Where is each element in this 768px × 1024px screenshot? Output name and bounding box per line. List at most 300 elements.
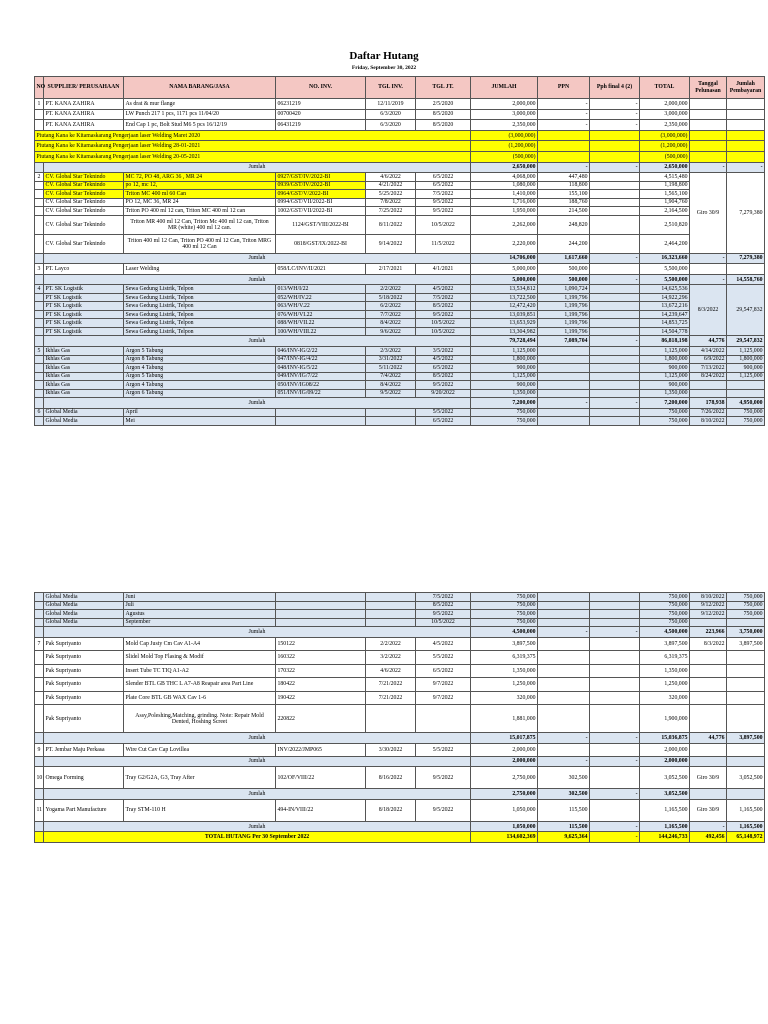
col-inv: NO. INV. (276, 77, 366, 99)
total-cell: 1,250,000 (640, 678, 690, 692)
pembayaran-cell: 1,165,500 (727, 799, 765, 821)
row-no (35, 651, 44, 665)
total-cell: 2,350,000 (640, 120, 690, 131)
total-cell: 1,125,000 (640, 347, 690, 356)
supplier-cell: CV. Global Star Teknindo (44, 234, 124, 253)
sum-pph: - (590, 253, 640, 264)
table-header-row (35, 77, 765, 99)
pembayaran-cell (727, 664, 765, 678)
tgl-jt-cell: 8/5/2020 (416, 120, 471, 131)
row-no: 4 (35, 285, 44, 294)
ppn-cell: 1,199,796 (538, 319, 590, 328)
tgl-jt-cell: 10/5/2022 (416, 319, 471, 328)
grand-total-row (35, 832, 765, 843)
pelunasan-cell: 6/9/2022 (690, 355, 727, 364)
item-cell: End Cap 1 pc, Bolt Stud M6 5 pcs 16/12/19 (124, 120, 276, 131)
table-row (35, 593, 765, 602)
inv-cell: 058/LC/INV/II/2021 (276, 264, 366, 275)
sum-pph: - (590, 162, 640, 173)
tgl-jt-cell: 2/5/2020 (416, 99, 471, 110)
sum-total: 4,500,000 (640, 627, 690, 638)
sum-pembayaran (727, 789, 765, 800)
jumlah-cell: 1,050,000 (471, 799, 538, 821)
sum-label: Jumlah (44, 756, 471, 767)
supplier-cell: PT SK Logistik (44, 310, 124, 319)
table-cell (590, 355, 640, 364)
inv-cell: 06231219 (276, 99, 366, 110)
ppn-cell: 115,500 (538, 799, 590, 821)
pembayaran-cell: 1,125,000 (727, 347, 765, 356)
col-pph: Pph final 4 (2) (590, 77, 640, 99)
row-no (35, 207, 44, 216)
pembayaran-cell: 900,000 (727, 364, 765, 373)
sum-label: Jumlah (44, 162, 471, 173)
item-cell: Juli (124, 601, 276, 610)
total-cell: 1,904,760 (640, 198, 690, 207)
table-cell (590, 372, 640, 381)
table-cell (590, 691, 640, 705)
table-cell (590, 285, 640, 294)
table-row (35, 417, 765, 426)
grand-pph: - (590, 832, 640, 843)
ppn-cell: 214,500 (538, 207, 590, 216)
item-cell: Triton PO 400 ml 12 can, Triton MC 400 ml 12 can (124, 207, 276, 216)
sum-jumlah: 79,728,494 (471, 336, 538, 347)
row-no (35, 355, 44, 364)
sum-ppn: 500,000 (538, 274, 590, 285)
subtotal-row (35, 398, 765, 409)
table-cell (366, 408, 416, 417)
subtotal-row (35, 627, 765, 638)
supplier-cell: PT. KANA ZAHIRA (44, 109, 124, 120)
inv-cell: 0964/GST/V/2022-BI (276, 190, 366, 199)
inv-cell: 046/INV-IG/2/22 (276, 347, 366, 356)
item-cell: Agustus (124, 610, 276, 619)
tgl-jt-cell: 11/5/2022 (416, 234, 471, 253)
ppn-cell: - (538, 99, 590, 110)
col-ppn: PPN (538, 77, 590, 99)
inv-cell: 051/INV/IG/09/22 (276, 389, 366, 398)
sum-pph: - (590, 627, 640, 638)
inv-cell: 013/WH/I/22 (276, 285, 366, 294)
table-cell (538, 678, 590, 692)
table-cell (727, 99, 765, 110)
sum-pph: - (590, 274, 640, 285)
table-row (35, 618, 765, 627)
item-cell: Sewa Gedung Listrik, Telpon (124, 285, 276, 294)
table-cell (538, 664, 590, 678)
sum-pembayaran: 1,165,500 (727, 821, 765, 832)
pelunasan-cell (690, 381, 727, 390)
sum-jumlah: 2,000,000 (471, 756, 538, 767)
jumlah-cell: 1,080,000 (471, 181, 538, 190)
pph-cell (590, 198, 640, 207)
table-cell (727, 109, 765, 120)
jumlah-cell: 13,039,851 (471, 310, 538, 319)
pph-cell (590, 181, 640, 190)
pembayaran-cell (727, 705, 765, 733)
table-cell (276, 593, 366, 602)
sum-pph: - (590, 821, 640, 832)
sum-jumlah: 14,706,000 (471, 253, 538, 264)
table-cell (590, 618, 640, 627)
jumlah-cell: 1,350,000 (471, 389, 538, 398)
supplier-cell: Pak Supriyanto (44, 664, 124, 678)
table-cell (727, 141, 765, 152)
supplier-cell: Global Media (44, 408, 124, 417)
table-cell (590, 651, 640, 665)
col-jumlah-pembayaran: Jumlah Pembayaran (727, 77, 765, 99)
table-cell (366, 601, 416, 610)
piutang-row (35, 141, 765, 152)
tgl-jt-cell: 6/5/2022 (416, 664, 471, 678)
table-cell (590, 743, 640, 756)
row-no: 11 (35, 799, 44, 821)
sum-total: 86,818,198 (640, 336, 690, 347)
col-tgl-inv: TGL INV. (366, 77, 416, 99)
item-cell: Triton MR 400 ml 12 Can, Triton Mc 400 ml 12 can, Triton MR (white) 400 ml 12 can. (124, 215, 276, 234)
sum-ppn: 1,617,660 (538, 253, 590, 264)
supplier-cell: Ikhlas Gas (44, 389, 124, 398)
subtotal-row (35, 756, 765, 767)
inv-cell: 049/INV/IG/7/22 (276, 372, 366, 381)
piutang-note: Piutang Kana ke Kitamaskarang Pengerjaan laser Welding Maret 2020 (35, 130, 471, 141)
sum-pph: - (590, 756, 640, 767)
pelunasan-cell (690, 691, 727, 705)
table-cell (690, 151, 727, 162)
tgl-jt-cell: 9/5/2022 (416, 381, 471, 390)
sum-label: Jumlah (44, 398, 471, 409)
grand-total: 144,246,733 (640, 832, 690, 843)
sum-pembayaran: 3,750,000 (727, 627, 765, 638)
col-item: NAMA BARANG/JASA (124, 77, 276, 99)
table-row (35, 173, 765, 182)
tgl-jt-cell: 5/5/2022 (416, 651, 471, 665)
tgl-jt-cell: 8/5/2020 (416, 109, 471, 120)
table-cell (538, 651, 590, 665)
tgl-inv-cell: 8/18/2022 (366, 799, 416, 821)
row-no: 7 (35, 637, 44, 651)
inv-cell: 076/WH/VI.22 (276, 310, 366, 319)
tgl-inv-cell: 5/11/2022 (366, 364, 416, 373)
item-cell: Triton MC 400 ml 60 Can (124, 190, 276, 199)
piutang-note: Piutang Kana ke Kitamaskarang Pengerjaan laser Welding 20-05-2021 (35, 151, 471, 162)
tgl-jt-cell: 4/5/2022 (416, 355, 471, 364)
table-cell (690, 141, 727, 152)
tgl-inv-cell: 5/25/2022 (366, 190, 416, 199)
sum-pembayaran: 7,279,380 (727, 253, 765, 264)
total-cell: 2,510,820 (640, 215, 690, 234)
pph-cell (590, 215, 640, 234)
grand-ppn: 9,625,364 (538, 832, 590, 843)
tgl-inv-cell: 3/31/2022 (366, 355, 416, 364)
tgl-jt-cell: 6/5/2022 (416, 173, 471, 182)
page-title: Daftar Hutang (349, 50, 419, 62)
pelunasan-cell: 8/24/2022 (690, 372, 727, 381)
table-row (35, 181, 765, 190)
table-cell (538, 417, 590, 426)
item-cell: Slidel Mold Top Flasing & Modif (124, 651, 276, 665)
sum-total: 7,200,000 (640, 398, 690, 409)
item-cell: Argon 8 Tabung (124, 355, 276, 364)
table-cell (590, 637, 640, 651)
tgl-inv-cell: 2/2/2022 (366, 285, 416, 294)
row-no: 10 (35, 767, 44, 789)
total-cell: (3,000,000) (640, 130, 690, 141)
inv-cell: 190422 (276, 691, 366, 705)
pembayaran-cell (727, 389, 765, 398)
sum-jumlah: 7,200,000 (471, 398, 538, 409)
jumlah-cell: 750,000 (471, 417, 538, 426)
tgl-inv-cell: 6/3/2020 (366, 109, 416, 120)
row-no (35, 417, 44, 426)
row-no (35, 691, 44, 705)
item-cell: Mold Cap Justy Cm Cav A1-A4 (124, 637, 276, 651)
supplier-cell: CV. Global Star Teknindo (44, 190, 124, 199)
item-cell: MC 72, PO 48, ARG 36 , MR 24 (124, 173, 276, 182)
jumlah-cell: 2,350,000 (471, 120, 538, 131)
table-cell (276, 618, 366, 627)
table-row (35, 705, 765, 733)
table-row (35, 310, 765, 319)
supplier-cell: CV. Global Star Teknindo (44, 181, 124, 190)
table-cell (366, 618, 416, 627)
table-row (35, 767, 765, 789)
total-cell: 750,000 (640, 610, 690, 619)
sum-ppn: - (538, 756, 590, 767)
total-cell: 2,000,000 (640, 743, 690, 756)
item-cell: Argon 5 Tabung (124, 372, 276, 381)
pelunasan-cell: 8/10/2022 (690, 417, 727, 426)
table-cell (590, 381, 640, 390)
tgl-jt-cell: 5/5/2022 (416, 408, 471, 417)
jumlah-cell: 5,000,000 (471, 264, 538, 275)
table-cell (538, 691, 590, 705)
table-cell (538, 372, 590, 381)
pph-cell (590, 190, 640, 199)
item-cell: Argon 4 Tabung (124, 381, 276, 390)
sum-pembayaran: 14,558,760 (727, 274, 765, 285)
pelunasan-cell: 7/13/2022 (690, 364, 727, 373)
row-no (35, 678, 44, 692)
inv-cell: 050/INV/IG08/22 (276, 381, 366, 390)
tgl-inv-cell: 8/4/2022 (366, 319, 416, 328)
pelunasan-cell: 8/3/2022 (690, 637, 727, 651)
col-jumlah: JUMLAH (471, 77, 538, 99)
pelunasan-cell: Giro 30/9 (690, 173, 727, 254)
sum-jumlah: 5,000,000 (471, 274, 538, 285)
inv-cell: 160322 (276, 651, 366, 665)
supplier-cell: CV. Global Star Teknindo (44, 198, 124, 207)
tgl-jt-cell: 8/5/2022 (416, 372, 471, 381)
tgl-jt-cell: 10/5/2022 (416, 215, 471, 234)
grand-total-label: TOTAL HUTANG Per 30 September 2022 (44, 832, 471, 843)
total-cell: 1,125,000 (640, 372, 690, 381)
ppn-cell: - (538, 109, 590, 120)
sum-total: 5,500,000 (640, 274, 690, 285)
sum-pph: - (590, 336, 640, 347)
ppn-cell: 188,760 (538, 198, 590, 207)
pph-cell (590, 207, 640, 216)
tgl-jt-cell: 7/5/2022 (416, 593, 471, 602)
tgl-inv-cell: 8/11/2022 (366, 215, 416, 234)
table-row (35, 610, 765, 619)
supplier-cell: PT. KANA ZAHIRA (44, 99, 124, 110)
total-cell: 4,515,480 (640, 173, 690, 182)
table-row (35, 678, 765, 692)
inv-cell: 494-IN/VIII/22 (276, 799, 366, 821)
row-no (35, 234, 44, 253)
jumlah-cell: 750,000 (471, 610, 538, 619)
ppn-cell: 1,199,796 (538, 302, 590, 311)
item-cell: po 12, mc 12, (124, 181, 276, 190)
table-cell (590, 319, 640, 328)
tgl-jt-cell: 4/1/2021 (416, 264, 471, 275)
jumlah-cell: 13,304,982 (471, 327, 538, 336)
table-row (35, 120, 765, 131)
sum-pembayaran: 4,950,000 (727, 398, 765, 409)
table-cell (538, 130, 590, 141)
total-cell: 1,565,100 (640, 190, 690, 199)
supplier-cell: Omega Forming (44, 767, 124, 789)
supplier-cell: Global Media (44, 610, 124, 619)
total-cell: (1,200,000) (640, 141, 690, 152)
inv-cell: 100/WH/VIII.22 (276, 327, 366, 336)
tgl-jt-cell: 9/5/2022 (416, 767, 471, 789)
item-cell: Tray G2/G2A, G3, Tray After (124, 767, 276, 789)
table-row (35, 355, 765, 364)
table-cell (538, 601, 590, 610)
inv-cell: 088/WH/VII.22 (276, 319, 366, 328)
table-cell (590, 151, 640, 162)
tgl-jt-cell: 7/5/2022 (416, 293, 471, 302)
jumlah-cell: 1,410,000 (471, 190, 538, 199)
tgl-jt-cell: 10/5/2022 (416, 618, 471, 627)
jumlah-cell: 1,716,000 (471, 198, 538, 207)
tgl-inv-cell: 4/6/2022 (366, 664, 416, 678)
table-cell (590, 347, 640, 356)
sum-jumlah: 15,017,875 (471, 733, 538, 744)
jumlah-cell: 900,000 (471, 381, 538, 390)
supplier-cell: Ikhlas Gas (44, 372, 124, 381)
pelunasan-cell (690, 678, 727, 692)
row-no (35, 215, 44, 234)
table-row (35, 364, 765, 373)
row-no: 1 (35, 99, 44, 110)
table-cell (590, 408, 640, 417)
sum-label: Jumlah (44, 789, 471, 800)
pembayaran-cell (727, 691, 765, 705)
tgl-jt-cell: 10/5/2022 (416, 327, 471, 336)
item-cell: Wire Cut Cav Cap Lovillea (124, 743, 276, 756)
item-cell: September (124, 618, 276, 627)
sum-pelunasan (690, 756, 727, 767)
pelunasan-cell: 8/3/2022 (690, 285, 727, 336)
jumlah-cell: 4,068,000 (471, 173, 538, 182)
table-row (35, 264, 765, 275)
sum-pph: - (590, 733, 640, 744)
pelunasan-cell (690, 664, 727, 678)
supplier-cell: Pak Supriyanto (44, 691, 124, 705)
row-no (35, 302, 44, 311)
inv-cell: 102/OF/VIII/22 (276, 767, 366, 789)
item-cell: Juni (124, 593, 276, 602)
row-no: 6 (35, 408, 44, 417)
table-cell (538, 347, 590, 356)
table-cell (590, 593, 640, 602)
jumlah-cell: 6,319,375 (471, 651, 538, 665)
inv-cell: 047/INV-IG/4/22 (276, 355, 366, 364)
tgl-inv-cell: 7/4/2022 (366, 372, 416, 381)
jumlah-cell: 2,000,000 (471, 743, 538, 756)
supplier-cell: CV. Global Star Teknindo (44, 173, 124, 182)
ppn-cell: - (538, 120, 590, 131)
item-cell: April (124, 408, 276, 417)
supplier-cell: PT SK Logistik (44, 319, 124, 328)
subtotal-row (35, 821, 765, 832)
item-cell: Mei (124, 417, 276, 426)
ppn-cell: 1,199,796 (538, 293, 590, 302)
table-cell (727, 120, 765, 131)
table-row (35, 347, 765, 356)
row-no (35, 381, 44, 390)
table-cell (276, 610, 366, 619)
total-cell: 5,500,000 (640, 264, 690, 275)
table-cell (727, 264, 765, 275)
col-tgl-pelunasan: Tanggal Pelunasan (690, 77, 727, 99)
sum-blank (35, 398, 44, 409)
tgl-inv-cell: 4/21/2022 (366, 181, 416, 190)
table-row (35, 190, 765, 199)
total-cell: 750,000 (640, 408, 690, 417)
pembayaran-cell: 1,125,000 (727, 372, 765, 381)
pelunasan-cell: 9/12/2022 (690, 601, 727, 610)
tgl-inv-cell: 2/2/2022 (366, 637, 416, 651)
item-cell: Laser Welding (124, 264, 276, 275)
tgl-inv-cell: 2/17/2021 (366, 264, 416, 275)
supplier-cell: Global Media (44, 417, 124, 426)
table-row (35, 99, 765, 110)
sum-ppn: - (538, 162, 590, 173)
row-no: 5 (35, 347, 44, 356)
tgl-jt-cell: 5/5/2022 (416, 743, 471, 756)
pph-cell: - (590, 120, 640, 131)
table-cell (538, 389, 590, 398)
tgl-inv-cell: 7/21/2022 (366, 691, 416, 705)
row-no (35, 293, 44, 302)
ppn-cell: 1,199,796 (538, 327, 590, 336)
subtotal-row (35, 336, 765, 347)
row-no (35, 181, 44, 190)
table-cell (538, 593, 590, 602)
table-cell (35, 832, 44, 843)
item-cell: Sewa Gedung Listrik, Telpon (124, 319, 276, 328)
table-row (35, 109, 765, 120)
sum-blank (35, 789, 44, 800)
piutang-row (35, 130, 765, 141)
pembayaran-cell: 29,547,832 (727, 285, 765, 336)
table-cell (590, 601, 640, 610)
sum-label: Jumlah (44, 274, 471, 285)
jumlah-cell: 750,000 (471, 593, 538, 602)
tgl-jt-cell: 9/7/2022 (416, 678, 471, 692)
subtotal-row (35, 162, 765, 173)
row-no (35, 319, 44, 328)
total-cell: 750,000 (640, 593, 690, 602)
debt-table-page-1 (34, 76, 765, 426)
tgl-inv-cell: 8/16/2022 (366, 767, 416, 789)
sum-pelunasan: 223,966 (690, 627, 727, 638)
